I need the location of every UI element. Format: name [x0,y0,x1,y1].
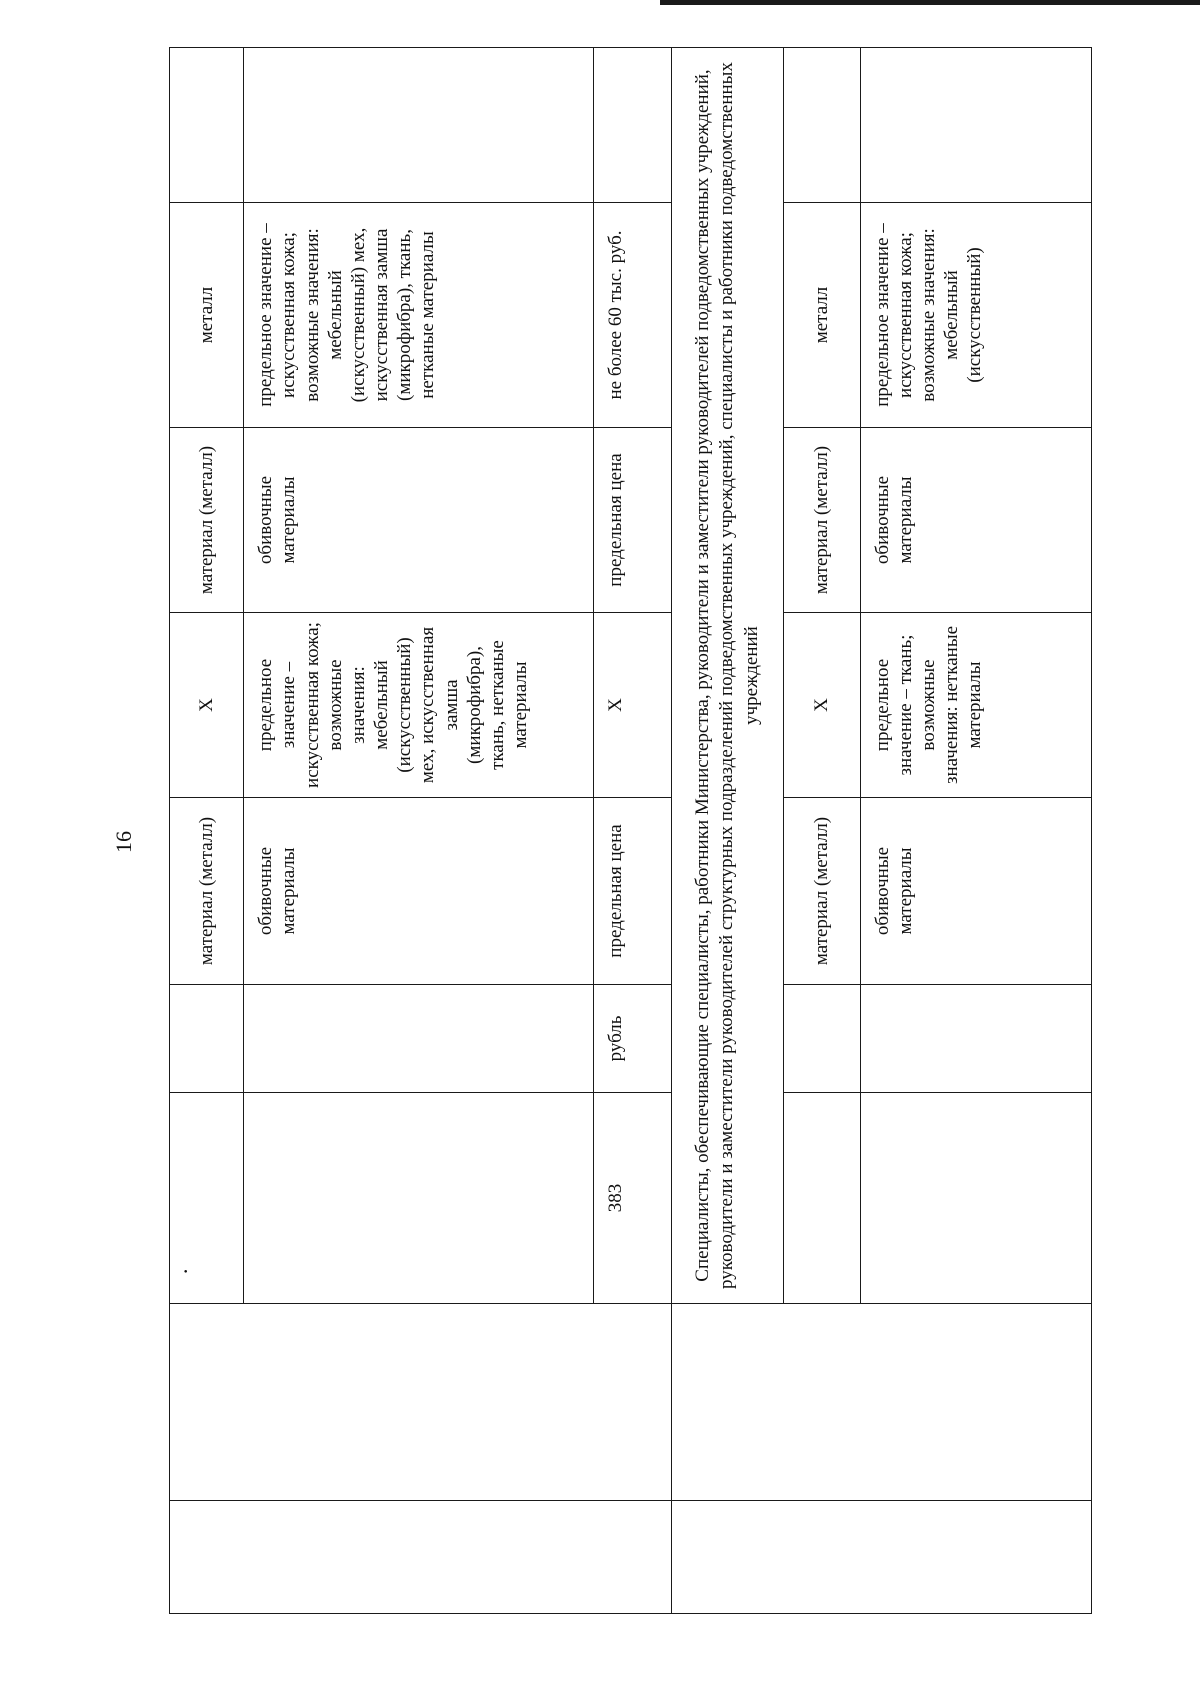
cell-price-limit: не более 60 тыс. руб. [594,203,671,428]
cell-upholstery-label: обивочные материалы [860,428,1091,613]
cell-col9-row1 [170,48,244,203]
cell-col9-row5 [784,48,860,203]
top-rule [660,0,1200,5]
cell-metal-value: металл [784,203,860,428]
cell-upholstery-label: обивочные материалы [244,428,594,613]
cell-col4-row2 [244,985,594,1093]
cell-x-mark: X [594,613,671,798]
cell-x-mark: X [784,613,860,798]
cell-col3-row2 [244,1093,594,1304]
cell-upholstery-label: обивочные материалы [244,798,594,985]
cell-col4-row6 [860,985,1091,1093]
cell-upholstery-limit: предельное значение – искусственная кожа; возможные значения: мебельный (искусственный) мех, искусственная замша (микрофибра), ткань, нетканые материалы [244,203,594,428]
table-row [671,48,783,1614]
cell-col3-row6 [860,1093,1091,1304]
cell-col9-row3 [594,48,671,203]
cell-col2-block2 [671,1304,1091,1501]
cell-col3-row5 [784,1093,860,1304]
cell-upholstery-limit: предельное значение – искусственная кожа; возможные значения: мебельный (искусственный) мех, искусственная замша (микрофибра), ткань, нетканые материалы [244,613,594,798]
requirements-table [169,47,1092,1614]
cell-material-label: материал (металл) [170,428,244,613]
cell-material-label: материал (металл) [170,798,244,985]
cell-material-label: материал (металл) [784,798,860,985]
cell-col4-row1 [170,985,244,1093]
cell-col1-block1 [170,1501,672,1614]
cell-material-label: материал (металл) [784,428,860,613]
cell-upholstery-limit: предельное значение – искусственная кожа; возможные значения: мебельный (искусственный) [860,203,1091,428]
cell-upholstery-limit: предельное значение – ткань; возможные значения: нетканые материалы [860,613,1091,798]
section-heading: Специалисты, обеспечивающие специалисты, работники Министерства, руководители и заместители руководителей подведомственных учреждений, руководители и заместители руководителей структурных подразделений подведомственных учреждений, специалисты и работники подведомственных учреждений [671,48,783,1304]
cell-col9-row2 [244,48,594,203]
cell-col1-block2 [671,1501,1091,1614]
table-row [170,48,244,1614]
cell-col3-row1: · [170,1093,244,1304]
cell-code: 383 [594,1093,671,1304]
cell-col4-row5 [784,985,860,1093]
cell-upholstery-label: обивочные материалы [860,798,1091,985]
cell-price-label: предельная цена [594,428,671,613]
cell-x-mark: X [170,613,244,798]
rotated-table-sheet [169,48,1092,1614]
cell-price-label: предельная цена [594,798,671,985]
cell-metal-value: металл [170,203,244,428]
page-number: 16 [111,831,136,853]
cell-col2-block1 [170,1304,672,1501]
cell-unit: рубль [594,985,671,1093]
cell-col9-row6 [860,48,1091,203]
